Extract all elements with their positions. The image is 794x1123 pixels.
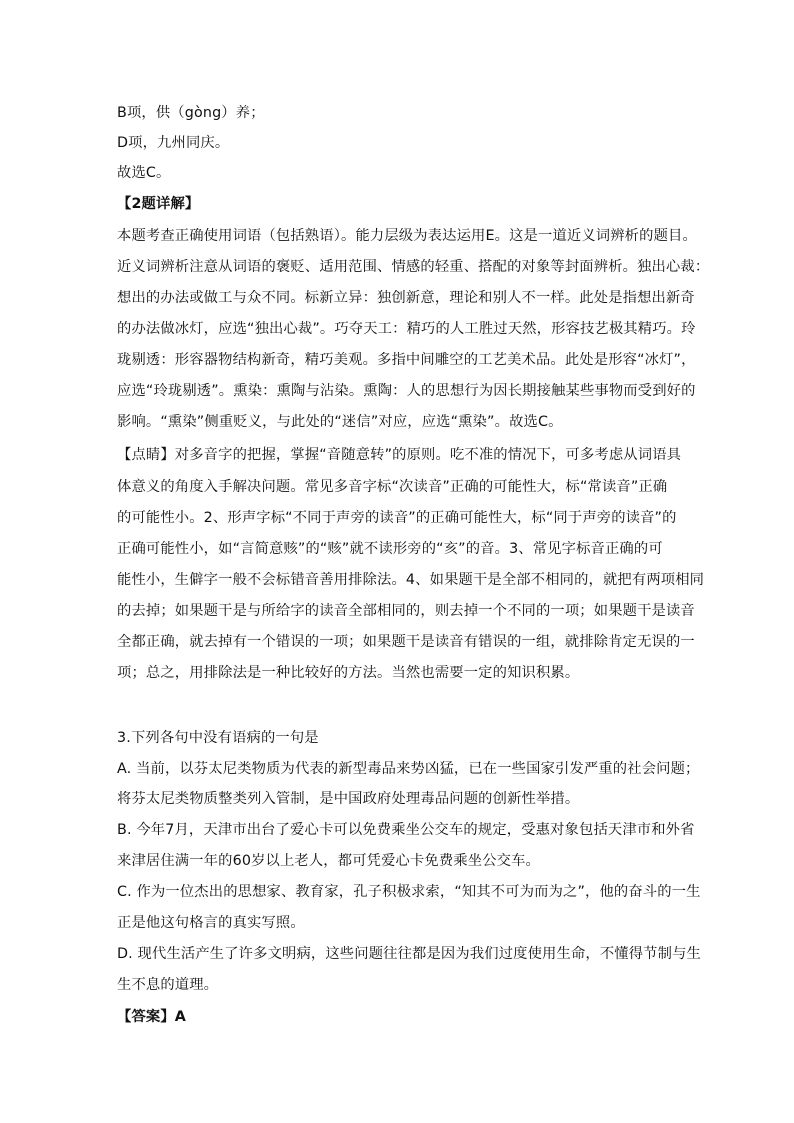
text-line: 全都正确，就去掉有一个错误的一项；如果题干是读音有错误的一组，就排除肯定无误的一 [117, 634, 695, 650]
option-a-cont: 将芬太尼类物质整类列入管制，是中国政府处理毒品问题的创新性举措。 [117, 791, 580, 807]
option-b: B. 今年7月，天津市出台了爱心卡可以免费乘坐公交车的规定，受惠对象包括天津市和外省 [117, 822, 695, 838]
option-d-cont: 生不息的道理。 [117, 977, 219, 993]
question-title: 3.下列各句中没有语病的一句是 [117, 730, 319, 746]
text-line: 影响。“熏染”侧重贬义，与此处的“迷信”对应，应选“熏染”。故选C。 [117, 414, 563, 430]
text-line: 本题考查正确使用词语（包括熟语）。能力层级为表达运用E。这是一道近义词辨析的题目。 [117, 228, 697, 244]
text-line: 近义词辨析注意从词语的褒贬、适用范围、情感的轻重、搭配的对象等封面辨析。独出心裁： [117, 259, 710, 275]
tip-paragraph-start: 【点睛】对多音字的把握，掌握“音随意转”的原则。吃不准的情况下，可多考虑从词语具 [117, 447, 682, 463]
text-line: B项，供（gòng）养； [117, 105, 265, 121]
section-heading: 【2题详解】 [117, 196, 200, 212]
text-line: 想出的办法或做工与众不同。标新立异：独创新意，理论和别人不一样。此处是指想出新奇 [117, 290, 695, 306]
text-line: 的可能性小。2、形声字标“不同于声旁的读音”的正确可能性大，标“同于声旁的读音”的 [117, 510, 677, 526]
answer-label: 【答案】A [117, 1009, 187, 1025]
text-line: 正确可能性小，如“言简意赅”的“赅”就不读形旁的“亥”的音。3、常见字标音正确的可 [117, 541, 663, 557]
option-c-cont: 正是他这句格言的真实写照。 [117, 915, 305, 931]
option-c: C. 作为一位杰出的思想家、教育家，孔子积极求索，“知其不可为而为之”，他的奋斗的一生 [117, 884, 701, 900]
text-line: 的去掉；如果题干是与所给字的读音全部相同的，则去掉一个不同的一项；如果题干是读音 [117, 603, 695, 619]
text-line: D项，九州同庆。 [117, 135, 230, 151]
option-d: D. 现代生活产生了许多文明病，这些问题往往都是因为我们过度使用生命，不懂得节制与生 [117, 946, 701, 962]
text-line: 应选“玲珑剔透”。熏染：熏陶与沾染。熏陶：人的思想行为因长期接触某些事物而受到好的 [117, 383, 696, 399]
text-line: 项；总之，用排除法是一种比较好的方法。当然也需要一定的知识积累。 [117, 665, 580, 681]
text-line: 的办法做冰灯，应选“独出心裁”。巧夺天工：精巧的人工胜过天然，形容技艺极其精巧。玲 [117, 321, 696, 337]
text-line: 能性小，生僻字一般不会标错音善用排除法。4、如果题干是全部不相同的，就把有两项相同 [117, 572, 705, 588]
option-a: A. 当前，以芬太尼类物质为代表的新型毒品来势凶猛，已在一些国家引发严重的社会问题； [117, 761, 700, 777]
text-line: 体意义的角度入手解决问题。常见多音字标“次读音”正确的可能性大，标“常读音”正确 [117, 479, 668, 495]
option-b-cont: 来津居住满一年的60岁以上老人，都可凭爱心卡免费乘坐公交车。 [117, 853, 541, 869]
text-line: 故选C。 [117, 165, 171, 181]
text-line: 珑剔透：形容器物结构新奇，精巧美观。多指中间雕空的工艺美术品。此处是形容“冰灯”， [117, 352, 696, 368]
